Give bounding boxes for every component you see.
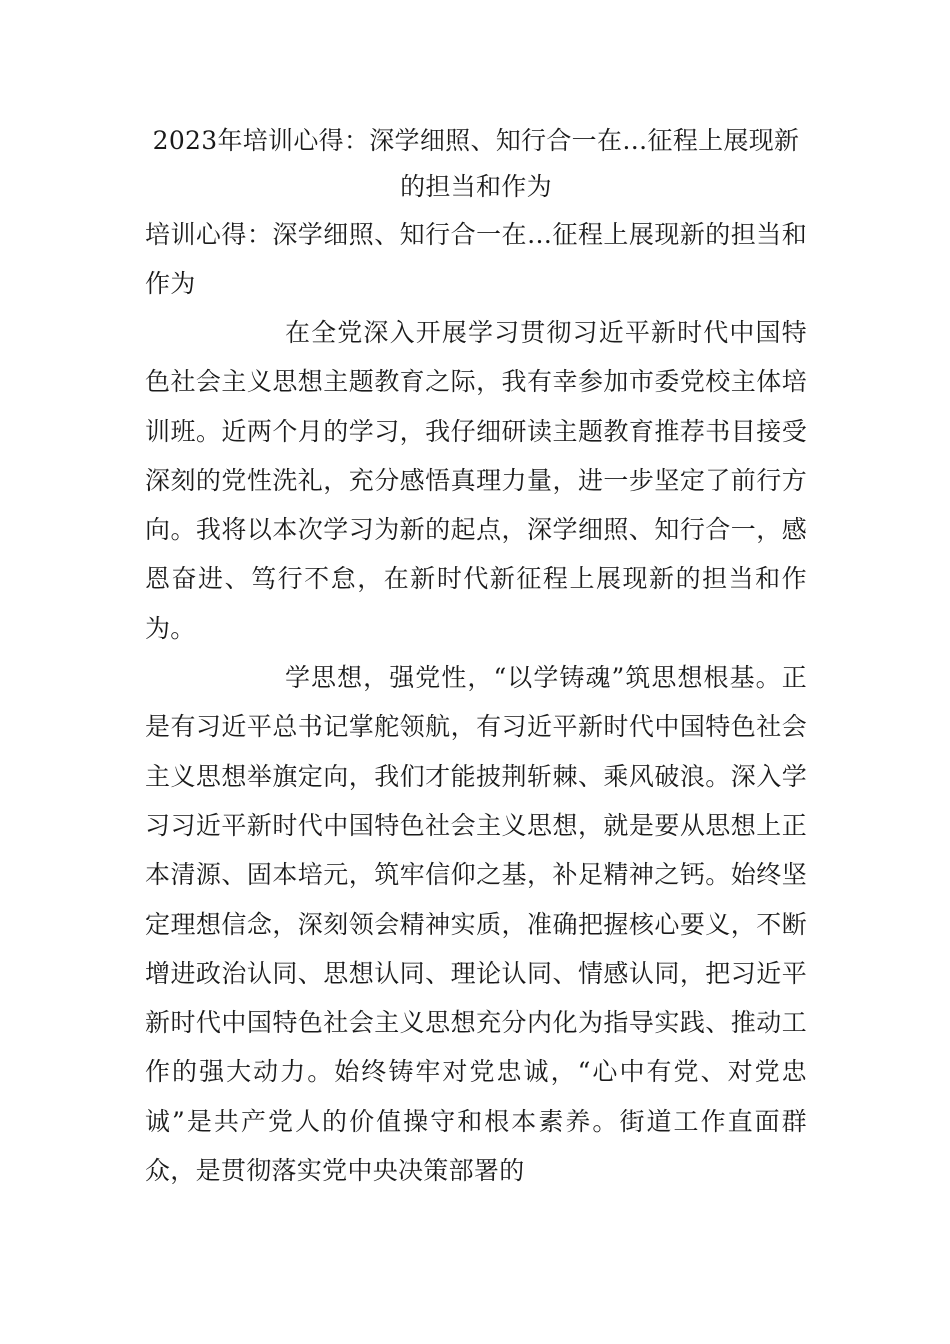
paragraph-intro: 在全党深入开展学习贯彻习近平新时代中国特色社会主义思想主题教育之际，我有幸参加市委党校主体培训班。近两个月的学习，我仔细研读主题教育推荐书目接受深刻的党性洗礼，充分感悟真理力量，进一步坚定了前行方向。我将以本次学习为新的起点，深学细照、知行合一，感恩奋进、笃行不怠，在新时代新征程上展现新的担当和作为。 [145, 318, 807, 643]
document-title: 2023年培训心得：深学细照、知行合一在…征程上展现新的担当和作为 [152, 126, 800, 201]
document-page [145, 118, 807, 1195]
paragraph-study-thought: 学思想，强党性，“以学铸魂”筑思想根基。正是有习近平总书记掌舵领航，有习近平新时代中国特色社会主义思想举旗定向，我们才能披荆斩棘、乘风破浪。深入学习习近平新时代中国特色社会主义思想，就是要从思想上正本清源、固本培元，筑牢信仰之基，补足精神之钙。始终坚定理想信念，深刻领会精神实质，准确把握核心要义，不断增进政治认同、思想认同、理论认同、情感认同，把习近平新时代中国特色社会主义思想充分内化为指导实践、推动工作的强大动力。始终铸牢对党忠诚，“心中有党、对党忠诚”是共产党人的价值操守和根本素养。街道工作直面群众，是贯彻落实党中央决策部署的 [145, 663, 807, 1186]
document-subtitle: 培训心得：深学细照、知行合一在…征程上展现新的担当和作为 [145, 220, 807, 298]
